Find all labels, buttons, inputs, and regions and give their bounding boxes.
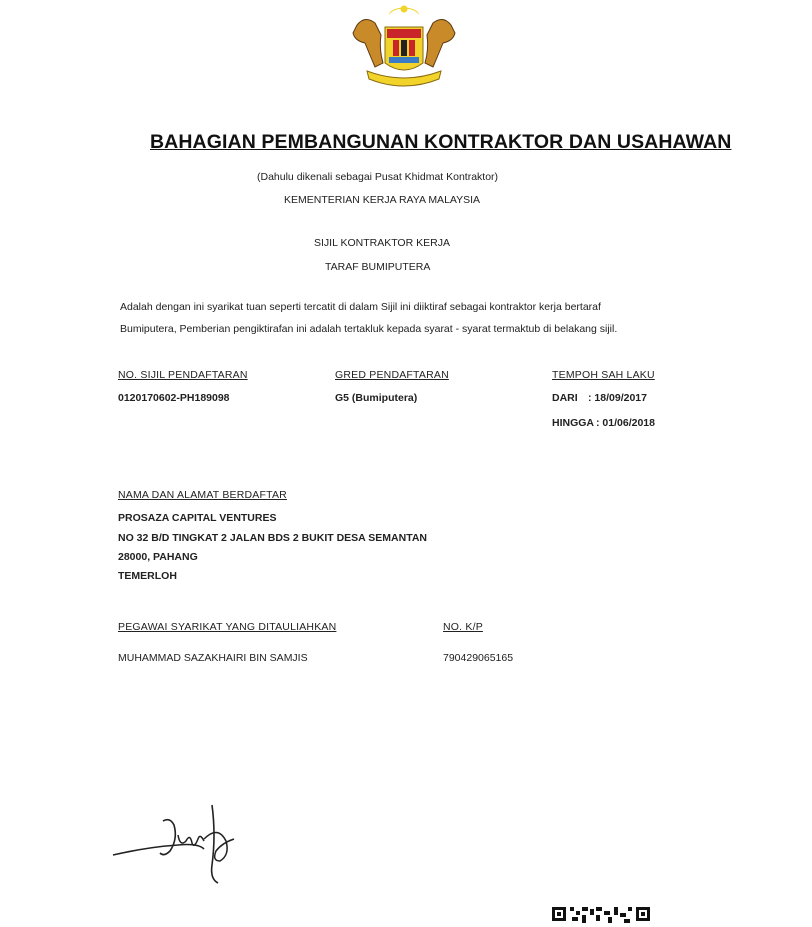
company-address-line-1: NO 32 B/D TINGKAT 2 JALAN BDS 2 BUKIT DESA SEMANTAN: [118, 532, 427, 544]
registration-number-label: NO. SIJIL PENDAFTARAN: [118, 369, 248, 381]
registration-grade-label: GRED PENDAFTARAN: [335, 369, 449, 381]
company-address-line-3: TEMERLOH: [118, 570, 177, 582]
handwritten-signature: [108, 795, 258, 890]
certificate-statement: [120, 296, 740, 340]
formerly-known-as: (Dahulu dikenali sebagai Pusat Khidmat Kontraktor): [257, 171, 499, 183]
authorized-officer-label: PEGAWAI SYARIKAT YANG DITAULIAHKAN: [118, 621, 337, 633]
validity-to-value: : 01/06/2018: [596, 417, 655, 429]
document-title: BAHAGIAN PEMBANGUNAN KONTRAKTOR DAN USAHAWAN: [150, 131, 732, 153]
coat-of-arms-logo: [345, 5, 463, 93]
validity-from-value: : 18/09/2017: [588, 392, 647, 404]
registration-grade-value: G5 (Bumiputera): [335, 392, 418, 404]
statement-line-2: Bumiputera, Pemberian pengiktirafan ini adalah tertakluk kepada syarat - syarat termaktub di belakang sijil.: [120, 323, 618, 335]
ic-number-label: NO. K/P: [443, 621, 483, 633]
certificate-type: SIJIL KONTRAKTOR KERJA: [314, 237, 450, 249]
authorized-officer-name: MUHAMMAD SAZAKHAIRI BIN SAMJIS: [118, 652, 308, 664]
company-name: PROSAZA CAPITAL VENTURES: [118, 512, 277, 524]
company-address-line-2: 28000, PAHANG: [118, 551, 198, 563]
registered-name-address-label: NAMA DAN ALAMAT BERDAFTAR: [118, 489, 287, 501]
certificate-status: TARAF BUMIPUTERA: [325, 261, 431, 273]
validity-from-label: DARI: [552, 392, 578, 404]
ministry-name: KEMENTERIAN KERJA RAYA MALAYSIA: [284, 194, 481, 206]
statement-line-1: Adalah dengan ini syarikat tuan seperti tercatit di dalam Sijil ini diiktiraf sebagai kontraktor kerja bertaraf: [120, 301, 601, 313]
registration-number-value: 0120170602-PH189098: [118, 392, 230, 404]
ic-number-value: 790429065165: [443, 652, 514, 664]
validity-period-label: TEMPOH SAH LAKU: [552, 369, 655, 381]
validity-to-label: HINGGA: [552, 417, 594, 429]
qr-code: [552, 905, 652, 927]
